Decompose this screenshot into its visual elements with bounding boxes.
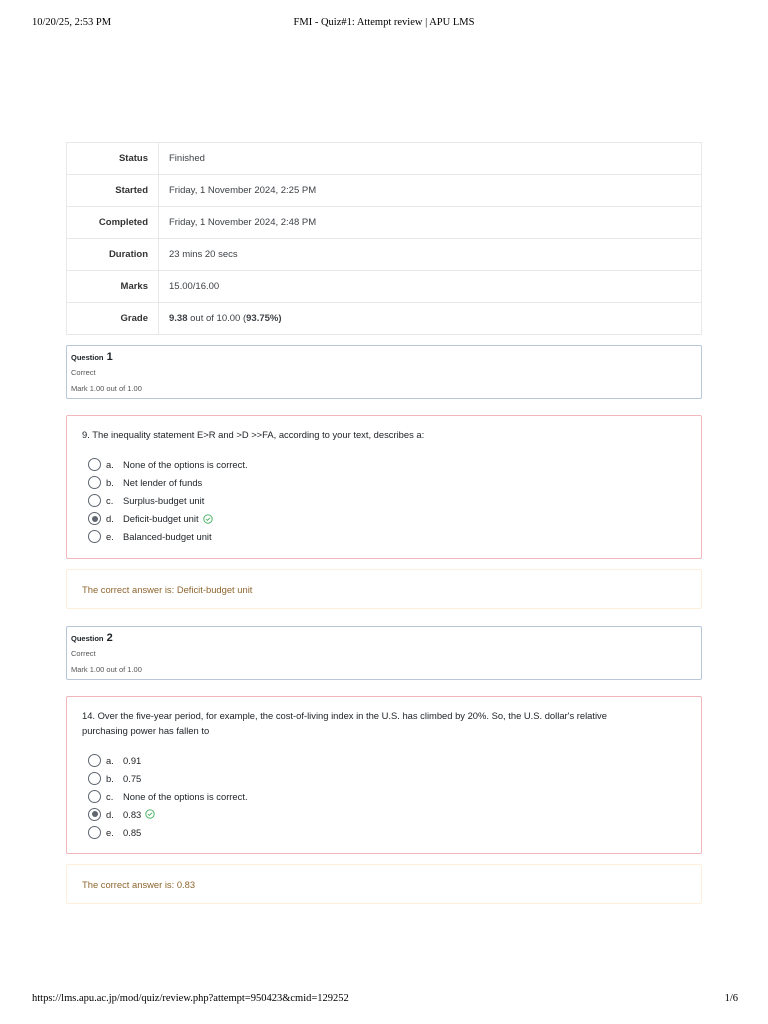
question-state: Correct (71, 368, 96, 377)
question-content-1 (66, 415, 702, 559)
summary-row-status (67, 143, 702, 175)
summary-row-grade (67, 303, 702, 335)
radio-button-icon[interactable] (88, 790, 101, 803)
option-letter: c. (106, 495, 114, 506)
option-text: 0.85 (123, 826, 142, 838)
answer-option-c[interactable] (82, 492, 686, 510)
summary-row-duration (67, 239, 702, 271)
answer-option-b[interactable] (82, 769, 686, 787)
option-text: Surplus-budget unit (123, 495, 205, 506)
print-url: https://lms.apu.ac.jp/mod/quiz/review.php?attempt=950423&cmid=129252 (32, 993, 349, 1004)
radio-button-icon-selected[interactable] (88, 512, 101, 525)
answer-option-a[interactable] (82, 456, 686, 474)
question-number-value: 2 (106, 632, 113, 644)
summary-value: Friday, 1 November 2024, 2:25 PM (159, 175, 702, 207)
question-text-line: 14. Over the five-year period, for example, the cost-of-living index in the U.S. has climbed by 20%. So, the U.S. dollar's relative (82, 710, 607, 721)
summary-label: Completed (67, 207, 159, 239)
answer-option-c[interactable] (82, 787, 686, 805)
radio-button-icon[interactable] (88, 754, 101, 767)
option-letter: d. (106, 808, 114, 820)
question-number (71, 632, 697, 647)
question-info-1 (66, 345, 702, 399)
radio-button-icon[interactable] (88, 772, 101, 785)
answer-option-a[interactable] (82, 751, 686, 769)
summary-label: Marks (67, 271, 159, 303)
option-letter: c. (106, 790, 114, 802)
question-grade: Mark 1.00 out of 1.00 (71, 384, 142, 393)
summary-label: Grade (67, 303, 159, 335)
option-text: Balanced-budget unit (123, 531, 212, 542)
summary-value: 15.00/16.00 (159, 271, 702, 303)
question-feedback-2 (66, 864, 702, 904)
option-text: None of the options is correct. (123, 459, 248, 470)
question-state: Correct (71, 649, 96, 658)
check-circle-icon (145, 809, 155, 819)
radio-button-icon[interactable] (88, 494, 101, 507)
question-grade: Mark 1.00 out of 1.00 (71, 665, 142, 674)
summary-row-marks (67, 271, 702, 303)
grade-percent-close: %) (269, 313, 282, 324)
grade-percent: 93.75 (246, 313, 270, 324)
option-letter: e. (106, 531, 114, 542)
grade-out-of: out of 10.00 ( (187, 313, 247, 324)
summary-value: Friday, 1 November 2024, 2:48 PM (159, 207, 702, 239)
option-text: None of the options is correct. (123, 790, 248, 802)
radio-button-icon-selected[interactable] (88, 808, 101, 821)
answer-option-e[interactable] (82, 823, 686, 841)
question-content-2 (66, 696, 702, 854)
summary-row-completed (67, 207, 702, 239)
question-text-line: purchasing power has fallen to (82, 724, 210, 736)
radio-button-icon[interactable] (88, 458, 101, 471)
print-timestamp: 10/20/25, 2:53 PM (32, 17, 112, 28)
question-number (71, 351, 697, 366)
answer-options (82, 456, 686, 546)
print-page-title: FMI - Quiz#1: Attempt review | APU LMS (293, 17, 475, 28)
grade-score: 9.38 (169, 313, 188, 324)
print-footer (32, 993, 738, 1007)
option-letter: a. (106, 459, 114, 470)
summary-label: Duration (67, 239, 159, 271)
correct-answer-text: The correct answer is: Deficit-budget unit (82, 583, 253, 595)
question-label: Question (71, 353, 104, 362)
option-letter: e. (106, 826, 114, 838)
option-letter: b. (106, 477, 114, 488)
radio-button-icon[interactable] (88, 476, 101, 489)
question-feedback-1 (66, 569, 702, 609)
radio-button-icon[interactable] (88, 826, 101, 839)
radio-button-icon[interactable] (88, 530, 101, 543)
option-text: 0.75 (123, 772, 142, 784)
option-text: 0.83 (123, 808, 142, 820)
summary-row-started (67, 175, 702, 207)
check-circle-icon (203, 514, 213, 524)
answer-option-d[interactable] (82, 510, 686, 528)
attempt-summary-table (66, 142, 702, 335)
summary-value: 23 mins 20 secs (159, 239, 702, 271)
answer-option-d[interactable] (82, 805, 686, 823)
question-text: 9. The inequality statement E>R and >D >>FA, according to your text, describes a: (82, 429, 425, 440)
print-header (32, 17, 736, 31)
summary-label: Status (67, 143, 159, 175)
option-letter: d. (106, 513, 114, 524)
summary-label: Started (67, 175, 159, 207)
answer-option-b[interactable] (82, 474, 686, 492)
option-text: Deficit-budget unit (123, 513, 199, 524)
answer-option-e[interactable] (82, 528, 686, 546)
summary-value (159, 303, 702, 335)
summary-value: Finished (159, 143, 702, 175)
question-label: Question (71, 634, 104, 643)
option-letter: a. (106, 754, 114, 766)
option-text: 0.91 (123, 754, 142, 766)
option-letter: b. (106, 772, 114, 784)
print-page-number: 1/6 (724, 993, 738, 1004)
question-info-2 (66, 626, 702, 680)
answer-options (82, 751, 686, 841)
correct-answer-text: The correct answer is: 0.83 (82, 878, 196, 890)
question-number-value: 1 (106, 351, 113, 363)
option-text: Net lender of funds (123, 477, 203, 488)
question-text (82, 709, 686, 738)
